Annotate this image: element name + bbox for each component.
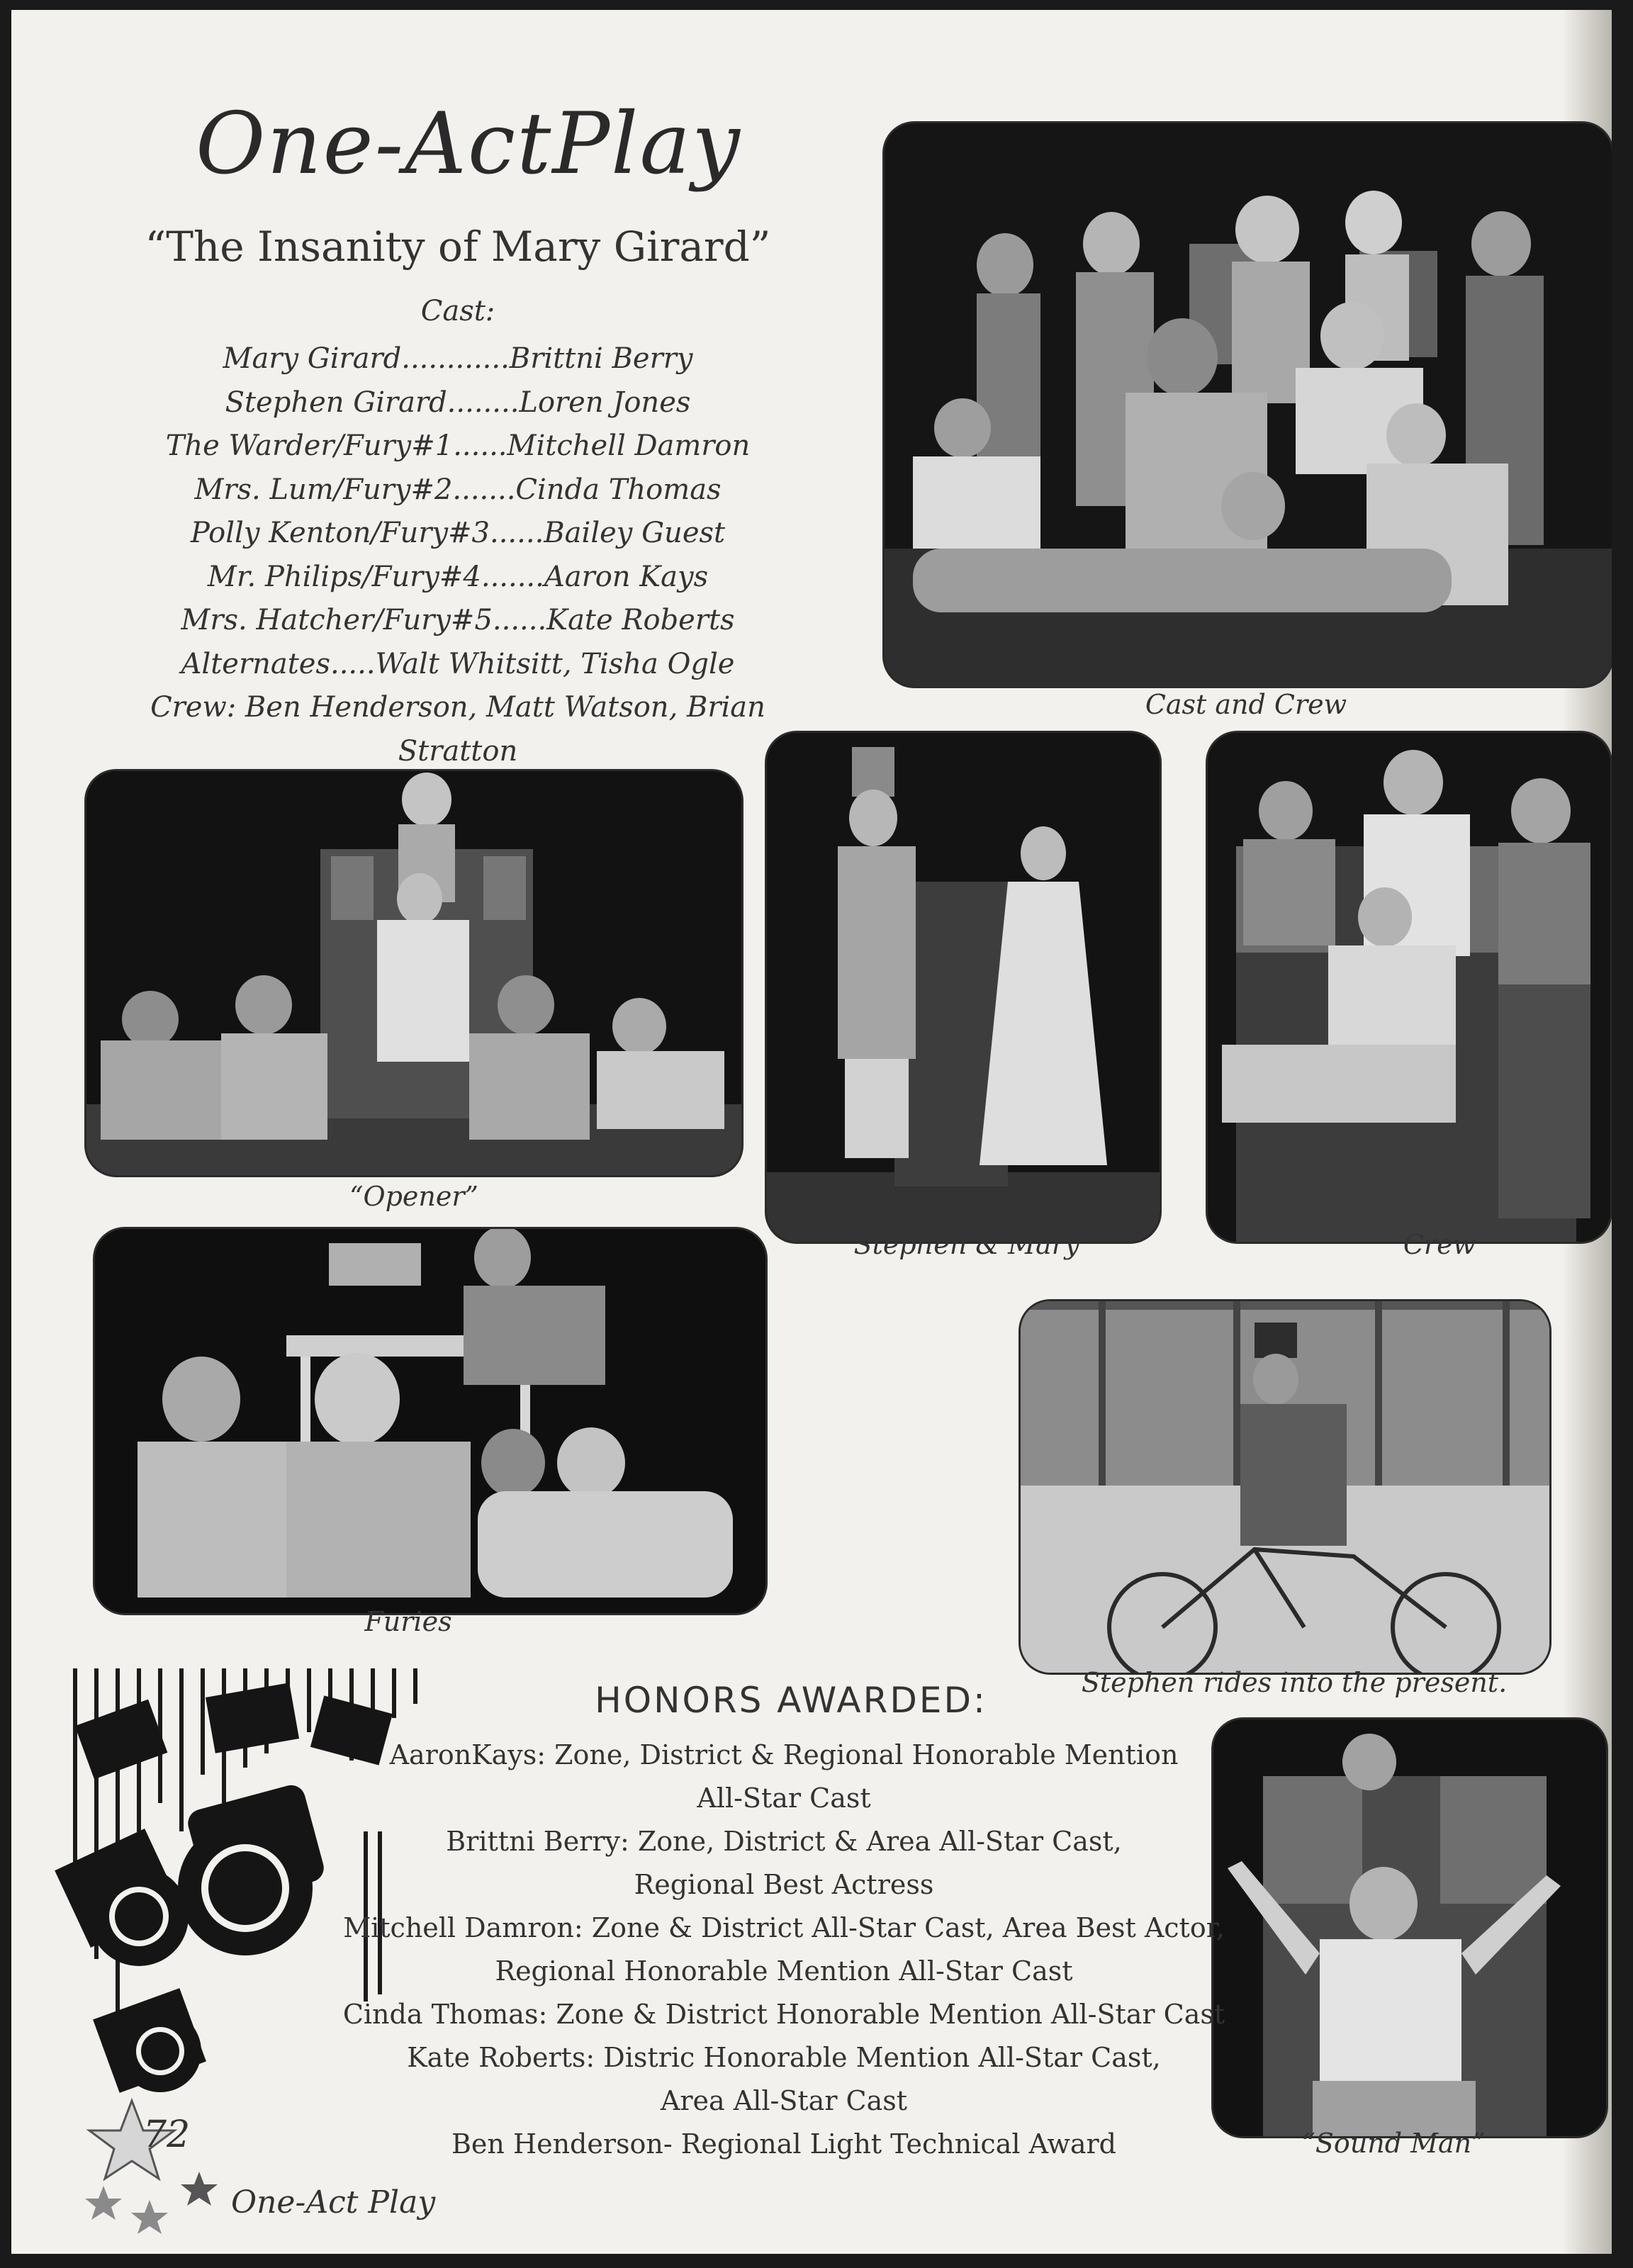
caption-sound-man: “Sound Man” (1301, 2128, 1486, 2159)
honors-title: HONORS AWARDED: (595, 1680, 987, 1721)
caption-stephen-and-mary: Stephen & Mary (853, 1229, 1080, 1260)
furies-photo (95, 1229, 765, 1613)
honors-line: Brittni Berry: Zone, District & Area All-Star Cast, (446, 1826, 1122, 1857)
opener-photo (86, 771, 741, 1175)
cast-line: Polly Kenton/Fury#3......Bailey Guest (190, 517, 726, 549)
photo-scene (885, 123, 1612, 686)
sound-man-photo (1213, 1719, 1606, 2136)
honors-line: Regional Best Actress (634, 1869, 934, 1900)
caption-furies: Furies (364, 1606, 452, 1637)
cast-heading: Cast: (420, 295, 495, 327)
yearbook-page (11, 10, 1612, 2254)
honors-line: All-Star Cast (697, 1783, 871, 1814)
honors-line: Mitchell Damron: Zone & District All-Star Cast, Area Best Actor, (343, 1912, 1225, 1943)
photo-scene (1021, 1301, 1549, 1673)
caption-stephen-rides: Stephen rides into the present. (1081, 1667, 1508, 1698)
photo-scene (1213, 1719, 1606, 2136)
cast-line: Mary Girard............Brittni Berry (223, 342, 693, 375)
stephen-rides-photo (1021, 1301, 1549, 1673)
cast-line: Mrs. Lum/Fury#2.......Cinda Thomas (194, 473, 722, 506)
caption-crew: Crew (1403, 1229, 1476, 1260)
honors-line: Regional Honorable Mention All-Star Cast (495, 1955, 1073, 1987)
honors-line: Kate Roberts: Distric Honorable Mention All-Star Cast, (407, 2042, 1161, 2073)
crew-photo (1208, 733, 1610, 1242)
photo-scene (767, 733, 1160, 1242)
page-number: 72 (143, 2113, 191, 2156)
photo-scene (1208, 733, 1610, 1242)
page-title: One-ActPlay (196, 95, 741, 193)
photo-scene (86, 771, 741, 1175)
honors-list (323, 1734, 1245, 2166)
photo-scene (95, 1229, 765, 1613)
cast-line: Mr. Philips/Fury#4.......Aaron Kays (207, 560, 709, 593)
cast-line: Crew: Ben Henderson, Matt Watson, Brian Stratton (150, 691, 765, 768)
cast-line: Alternates.....Walt Whitsitt, Tisha Ogle (181, 647, 735, 680)
footer-section-label: One-Act Play (231, 2184, 436, 2221)
honors-line: AaronKays: Zone, District & Regional Honorable Mention (389, 1739, 1179, 1770)
honors-line: Ben Henderson- Regional Light Technical Award (451, 2128, 1116, 2160)
cast-line: Mrs. Hatcher/Fury#5......Kate Roberts (181, 604, 735, 636)
cast-line: Stephen Girard........Loren Jones (225, 386, 691, 419)
cast-list (96, 337, 819, 773)
honors-line: Area All-Star Cast (660, 2085, 908, 2116)
caption-cast-and-crew: Cast and Crew (1145, 689, 1347, 720)
honors-line: Cinda Thomas: Zone & District Honorable Mention All-Star Cast (342, 1999, 1225, 2030)
play-subtitle: “The Insanity of Mary Girard” (145, 223, 771, 271)
stephen-and-mary-photo (767, 733, 1160, 1242)
cast-and-crew-photo (885, 123, 1612, 686)
caption-opener: “Opener” (349, 1181, 478, 1212)
cast-line: The Warder/Fury#1......Mitchell Damron (165, 430, 751, 462)
